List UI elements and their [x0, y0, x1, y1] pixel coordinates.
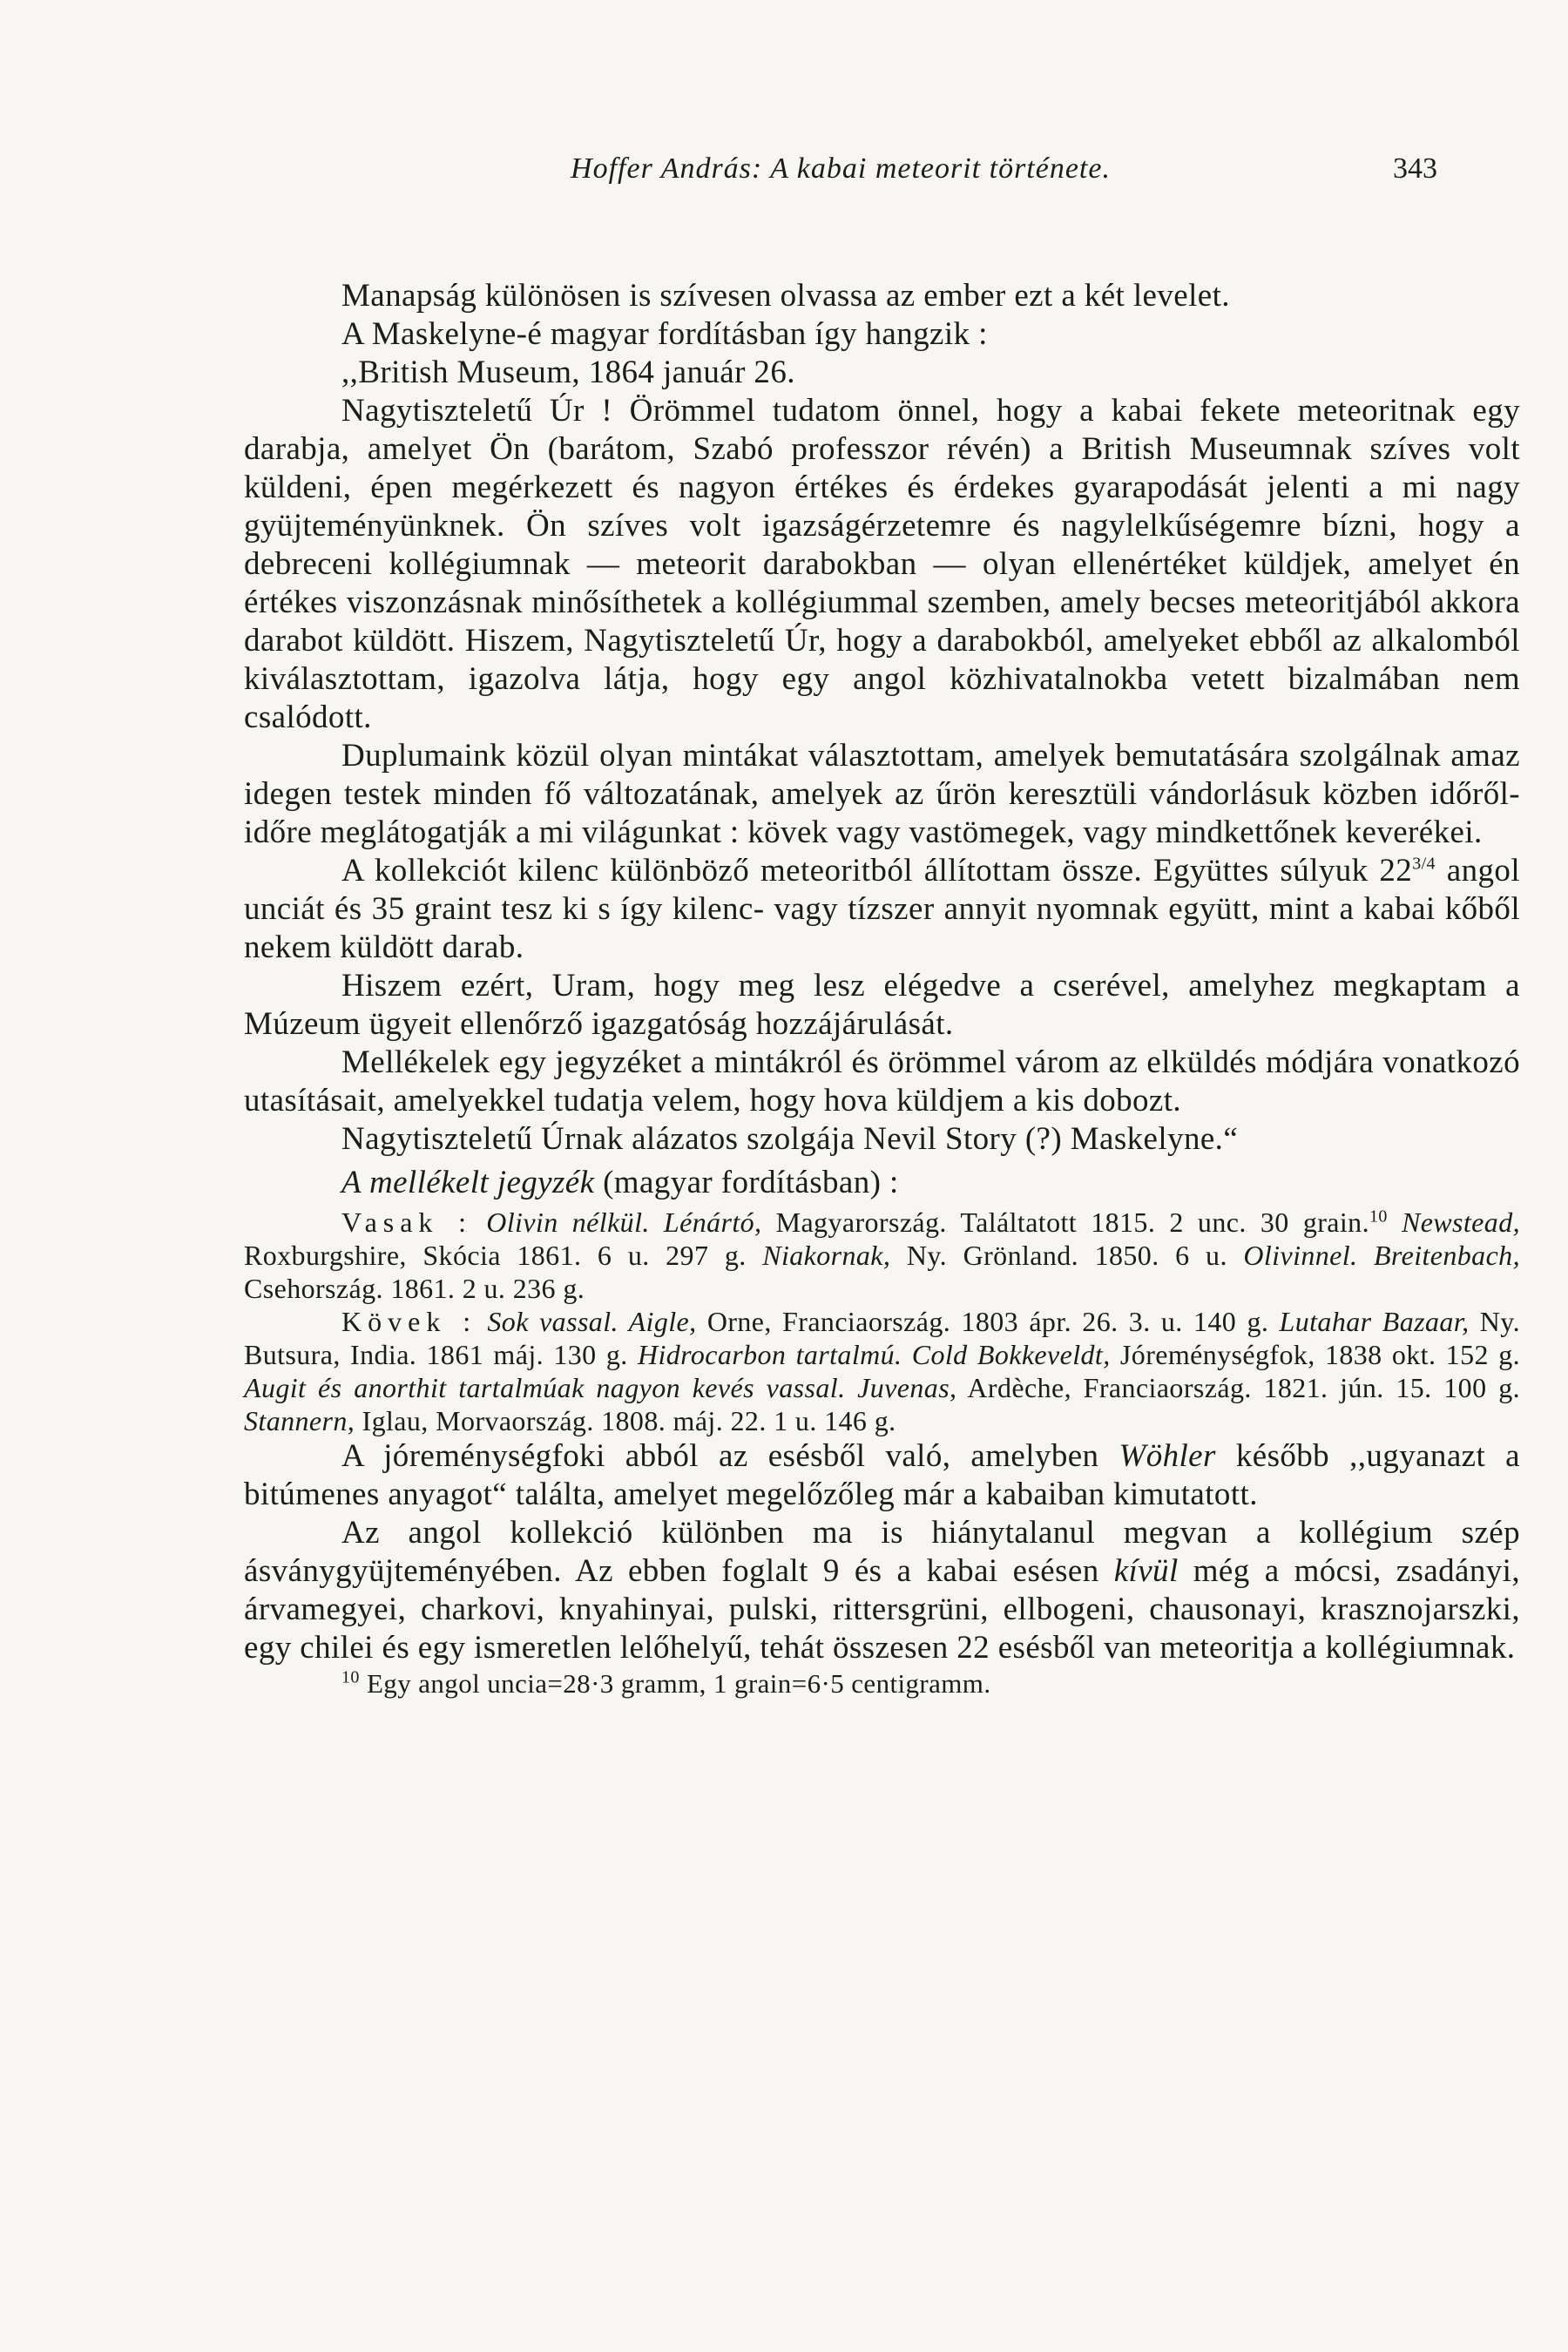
text-run: Olivinnel. Breitenbach,	[1243, 1240, 1520, 1271]
catalogue-irons	[244, 1206, 1520, 1305]
letter-paragraph: Nagytiszteletű Úr ! Örömmel tudatom önnel, hogy a kabai fekete meteoritnak egy darabja, amelyet Ön (barátom, Szabó professzor révén) a British Museumnak szíves volt küldeni, épen megérkezett és nagyon értékes és érdekes gyarapodását jelenti a mi nagy gyüjteményünknek. Ön szíves volt igazságérzetemre és nagylelkűségemre bízni, hogy a debreceni kollégiumnak — meteorit darabokban — olyan ellenértéket küldjek, amelyet én értékes viszonzásnak minősíthetek a kollégiummal szemben, amely becses meteoritjából akkora darabot küldött. Hiszem, Nagytiszteletű Úr, hogy a darabokból, amelyeket ebből az alkalomból kiválasztottam, igazolva látja, hogy egy angol közhivatalnokba vetett bizalmában nem csalódott.	[244, 393, 1520, 735]
letter-dateline: ,,British Museum, 1864 január 26.	[341, 355, 795, 390]
running-title: Hoffer András: A kabai meteorit története.	[571, 152, 1111, 185]
fraction: 3/4	[1412, 854, 1436, 874]
paragraph: A Maskelyne-é magyar fordításban így hangzik :	[341, 316, 988, 352]
text-run: Wöhler	[1119, 1438, 1216, 1474]
text-run: Sok vassal. Aigle,	[487, 1306, 697, 1337]
text-run: Olivin nélkül. Lénártó,	[486, 1206, 762, 1238]
letter-paragraph	[244, 852, 1520, 967]
text-run: Augit és anorthit tartalmúak nagyon kevés vassal. Juvenas,	[244, 1372, 957, 1403]
text-run: Roxburgshire, Skócia 1861. 6 u. 297 g.	[244, 1240, 763, 1271]
text-run: Ny. Butsura, India. 1861 máj. 130 g.	[244, 1306, 1521, 1370]
letter-paragraph: Duplumaink közül olyan mintákat választottam, amelyek bemutatására szolgálnak amaz idegen testek minden fő változatának, amelyek az űrön keresztüli vándorlásuk közben időről-időre meglátogatják a mi világunkat : kövek vagy vastömegek, vagy mindkettőnek keverékei.	[244, 738, 1520, 850]
letter-paragraph: Hiszem ezért, Uram, hogy meg lesz elégedve a cserével, amelyhez megkaptam a Múzeum ügyeit ellenőrző igazgatóság hozzájárulását.	[244, 968, 1520, 1042]
text-run: Az angol kollekció különben ma is hiánytalanul megvan a kollégium szép ásványgyüjteményében. Az ebben foglalt 9 és a kabai esésen	[244, 1515, 1520, 1589]
text-run: Jóreménységfok, 1838 okt. 152 g.	[1110, 1339, 1520, 1370]
text-run: Niakornak,	[762, 1240, 891, 1271]
letter-paragraph: Mellékelek egy jegyzéket a mintákról és örömmel várom az elküldés módjára vonatkozó utasításait, amelyekkel tudatja velem, hogy hova küldjem a kis dobozt.	[244, 1044, 1520, 1119]
text-run: A jóreménységfoki abból az esésből való, amelyben	[341, 1438, 1119, 1474]
text-run: kívül	[1113, 1553, 1179, 1589]
text-run: Stannern,	[244, 1405, 355, 1436]
meteorite-catalogue	[244, 1206, 1520, 1437]
text-run: Magyarország. Találtatott 1815. 2 unc. 30 grain.	[761, 1206, 1369, 1238]
catalogue-heading: Vasak :	[341, 1206, 473, 1238]
text-run: Orne, Franciaország. 1803 ápr. 26. 3. u. 140 g.	[696, 1306, 1280, 1337]
text-run: (magyar fordításban) :	[594, 1165, 899, 1200]
footnote-text: Egy angol uncia=28·3 gramm, 1 grain=6·5 centigramm.	[359, 1668, 991, 1699]
footnote-marker: 10	[341, 1667, 360, 1687]
body-text	[244, 277, 1520, 1700]
text-run: Lutahar Bazaar,	[1279, 1306, 1470, 1337]
text-run: később ,,ugyanazt a bitúmenes anyagot“ találta, amelyet megelőzőleg már a kabaiban kimutatott.	[244, 1438, 1520, 1512]
letter-signature: Nagytiszteletű Úrnak alázatos szolgája Nevil Story (?) Maskelyne.“	[341, 1121, 1239, 1157]
text-run: Ny. Grönland. 1850. 6 u.	[890, 1240, 1244, 1271]
catalogue-stones	[244, 1305, 1520, 1437]
text-run: Hidrocarbon tartalmú. Cold Bokkeveldt,	[637, 1339, 1111, 1370]
text-run: Csehország. 1861. 2 u. 236 g.	[244, 1273, 585, 1304]
paragraph	[244, 1437, 1520, 1514]
footnote	[244, 1667, 1520, 1700]
text-run: Ardèche, Franciaország. 1821. jún. 15. 100 g.	[956, 1372, 1520, 1403]
text-run: Newstead,	[1401, 1206, 1520, 1238]
page-header	[244, 152, 1437, 205]
paragraph	[244, 1514, 1520, 1667]
list-title: A mellékelt jegyzék	[341, 1165, 595, 1200]
footnote-ref: 10	[1369, 1206, 1388, 1227]
text-run: A kollekciót kilenc különböző meteoritból állítottam össze. Együttes súlyuk 22	[341, 853, 1413, 889]
page-number: 343	[1393, 152, 1437, 185]
text-run: Iglau, Morvaország. 1808. máj. 22. 1 u. 146 g.	[355, 1405, 896, 1436]
text-run: még a mócsi, zsadányi, árvamegyei, charkovi, knyahinyai, pulski, rittersgrüni, ellbogeni, chausonayi, krasznojarszki, egy chilei és egy ismeretlen lelőhelyű, tehát összesen 22 esésből van meteoritja a kollégiumnak.	[244, 1553, 1520, 1666]
list-intro	[244, 1164, 1520, 1202]
paragraph: Manapság különösen is szívesen olvassa az ember ezt a két levelet.	[341, 278, 1230, 314]
catalogue-heading: Kövek :	[341, 1306, 477, 1337]
text-run: angol unciát és 35 graint tesz ki s így kilenc- vagy tízszer annyit nyomnak együtt, mint a kabai kőből nekem küldött darab.	[244, 853, 1520, 965]
